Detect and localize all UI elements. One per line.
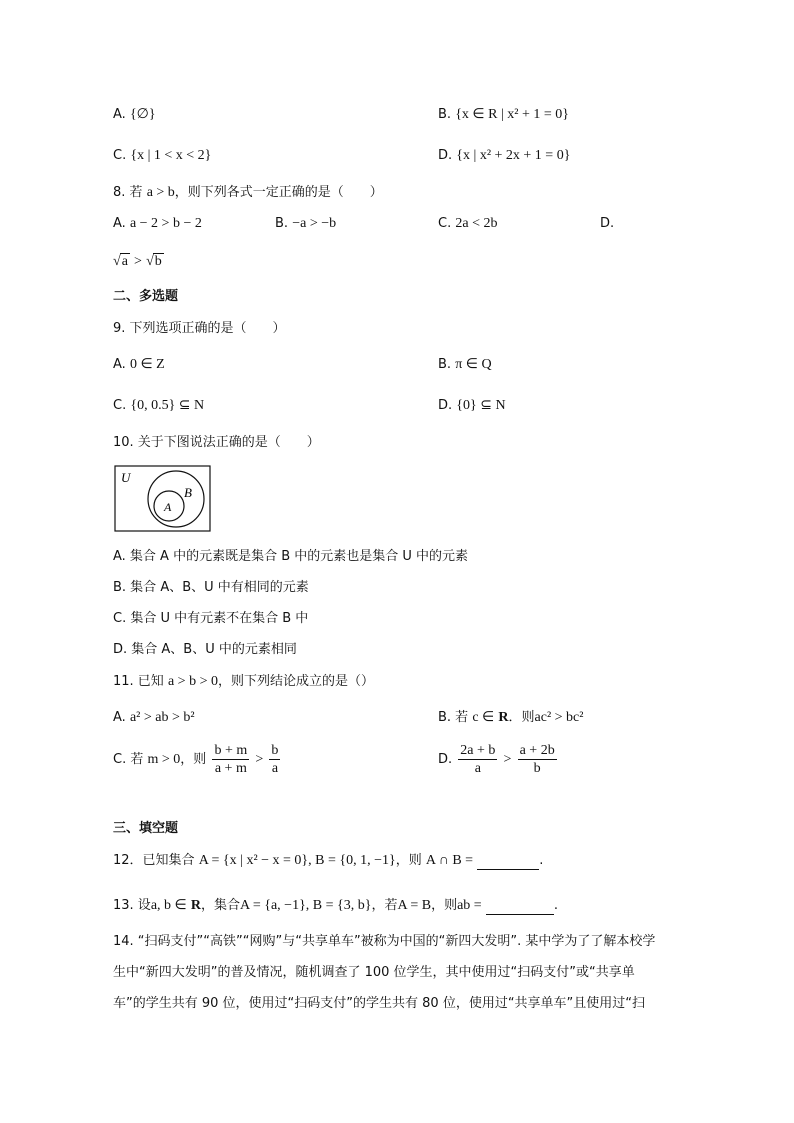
q10-option-a: A. 集合 A 中的元素既是集合 B 中的元素也是集合 U 中的元素 bbox=[113, 549, 469, 564]
stem-text: 13. 设 bbox=[113, 898, 151, 913]
q14-line-2: 生中“新四大发明”的普及情况，随机调查了 100 位学生，其中使用过“扫码支付”或“共享单 bbox=[113, 965, 635, 980]
stem-expression: a > b bbox=[146, 185, 175, 200]
stem-text: ，若 bbox=[371, 898, 398, 913]
option-expression: a² > ab > b² bbox=[129, 710, 195, 725]
q7-option-b bbox=[438, 106, 569, 124]
stem-expression: a, b ∈ bbox=[150, 898, 187, 913]
option-expression: {0} ⊆ N bbox=[456, 398, 506, 413]
q11-stem bbox=[113, 673, 374, 691]
q8-option-a bbox=[113, 215, 202, 233]
q8-option-d-expression bbox=[113, 253, 164, 271]
venn-diagram bbox=[114, 465, 212, 533]
stem-expression: A = {x | x² − x = 0}, B = {0, 1, −1} bbox=[198, 853, 396, 868]
option-expression: ac² > bc² bbox=[534, 710, 584, 725]
section-heading-fill-in: 三、填空题 bbox=[113, 821, 179, 836]
denominator: a bbox=[474, 761, 481, 776]
option-label: D. bbox=[600, 216, 615, 231]
option-expression: a − 2 > b − 2 bbox=[129, 216, 202, 231]
real-numbers-symbol: R bbox=[190, 898, 201, 913]
real-numbers-symbol: R bbox=[498, 710, 509, 725]
option-label: D. bbox=[438, 398, 453, 413]
numerator: b + m bbox=[214, 743, 248, 758]
q14-line-3: 车”的学生共有 90 位，使用过“扫码支付”的学生共有 80 位，使用过“共享单车”且使用过“扫 bbox=[113, 996, 646, 1011]
q13-stem bbox=[113, 897, 558, 915]
stem-expression: A = B bbox=[397, 898, 432, 913]
stem-text: ，则下列结论成立的是（） bbox=[217, 674, 374, 689]
greater-sign: > bbox=[255, 752, 264, 767]
q10-option-b: B. 集合 A、B、U 中有相同的元素 bbox=[113, 580, 309, 595]
fraction-left bbox=[458, 742, 497, 777]
option-expression: {x | 1 < x < 2} bbox=[130, 148, 212, 163]
stem-expression: ab = bbox=[457, 898, 482, 913]
q11-option-d bbox=[438, 742, 559, 778]
stem-text: 8. 若 bbox=[113, 185, 143, 200]
sqrt-sign: √ bbox=[113, 254, 121, 269]
option-expression: {x | x² + 2x + 1 = 0} bbox=[456, 148, 571, 163]
option-label: C. bbox=[438, 216, 452, 231]
fraction-right bbox=[518, 742, 557, 777]
greater-sign: > bbox=[134, 254, 142, 269]
option-condition: m > 0 bbox=[147, 752, 181, 767]
option-text: ，则 bbox=[180, 752, 207, 767]
q8-option-b bbox=[275, 215, 336, 233]
option-expression: 2a < 2b bbox=[455, 216, 498, 231]
option-label: D. bbox=[438, 148, 453, 163]
option-label: B. bbox=[438, 107, 452, 122]
option-label: C. 若 bbox=[113, 752, 144, 767]
numerator: b bbox=[271, 743, 279, 758]
sqrt-sign: √ bbox=[146, 254, 154, 269]
q9-stem: 9. 下列选项正确的是（ ） bbox=[113, 321, 286, 336]
denominator: b bbox=[533, 761, 541, 776]
q14-line-1: 14. “扫码支付”“高铁”“网购”与“共享单车”被称为中国的“新四大发明”. 某中学为了了解本校学 bbox=[113, 934, 656, 949]
stem-text: ，则 bbox=[395, 853, 422, 868]
q7-option-a bbox=[113, 106, 156, 124]
option-label: B. 若 bbox=[438, 710, 469, 725]
radicand-a: a bbox=[121, 254, 128, 269]
q8-stem bbox=[113, 184, 383, 202]
answer-blank[interactable] bbox=[486, 900, 554, 915]
option-label: A. bbox=[113, 357, 126, 372]
stem-text: 12．已知集合 bbox=[113, 853, 195, 868]
stem-text: ，则 bbox=[431, 898, 458, 913]
fraction-left bbox=[212, 742, 249, 777]
answer-blank[interactable] bbox=[477, 855, 539, 870]
stem-text: 11. 已知 bbox=[113, 674, 164, 689]
q7-option-d bbox=[438, 147, 570, 165]
option-expression: {x ∈ R | x² + 1 = 0} bbox=[455, 107, 569, 122]
q12-stem bbox=[113, 852, 543, 870]
fraction-right bbox=[269, 742, 280, 777]
stem-text: ，则下列各式一定正确的是（ ） bbox=[174, 185, 383, 200]
q7-option-c bbox=[113, 147, 211, 165]
option-expression: {∅} bbox=[129, 107, 156, 122]
option-text: ．则 bbox=[508, 710, 535, 725]
stem-text: ，集合 bbox=[201, 898, 241, 913]
q8-option-c bbox=[438, 215, 497, 233]
venn-label-a: A bbox=[164, 500, 172, 514]
venn-label-u: U bbox=[121, 470, 131, 485]
option-expression: {0, 0.5} ⊆ N bbox=[130, 398, 205, 413]
radicand-b: b bbox=[154, 254, 162, 269]
q10-option-d: D. 集合 A、B、U 中的元素相同 bbox=[113, 642, 297, 657]
option-label: D. bbox=[438, 752, 453, 767]
numerator: a + 2b bbox=[519, 743, 555, 758]
q11-option-a bbox=[113, 709, 195, 727]
option-label: B. bbox=[275, 216, 289, 231]
q11-option-c bbox=[113, 742, 282, 778]
denominator: a + m bbox=[214, 761, 247, 776]
section-heading-multiple-choice: 二、多选题 bbox=[113, 289, 179, 304]
option-expression: π ∈ Q bbox=[455, 357, 492, 372]
option-label: A. bbox=[113, 107, 126, 122]
numerator: 2a + b bbox=[460, 743, 496, 758]
stem-expression: A ∩ B = bbox=[425, 853, 474, 868]
q11-option-b bbox=[438, 709, 583, 727]
option-expression: −a > −b bbox=[292, 216, 337, 231]
option-expression: c ∈ bbox=[472, 710, 495, 725]
stem-expression: a > b > 0 bbox=[167, 674, 218, 689]
stem-expression: A = {a, −1}, B = {3, b} bbox=[240, 898, 372, 913]
q9-option-a bbox=[113, 356, 165, 374]
q9-option-c bbox=[113, 397, 204, 415]
option-label: C. bbox=[113, 398, 127, 413]
option-label: A. bbox=[113, 710, 126, 725]
q10-option-c: C. 集合 U 中有元素不在集合 B 中 bbox=[113, 611, 309, 626]
option-expression: 0 ∈ Z bbox=[129, 357, 165, 372]
denominator: a bbox=[271, 761, 279, 776]
option-label: B. bbox=[438, 357, 452, 372]
option-label: C. bbox=[113, 148, 127, 163]
venn-label-b: B bbox=[184, 485, 192, 500]
greater-sign: > bbox=[503, 752, 512, 767]
stem-text: . bbox=[539, 853, 544, 868]
q9-option-b bbox=[438, 356, 492, 374]
q9-option-d bbox=[438, 397, 506, 415]
option-label: A. bbox=[113, 216, 126, 231]
q10-stem: 10. 关于下图说法正确的是（ ） bbox=[113, 435, 320, 450]
stem-text: . bbox=[553, 898, 558, 913]
q8-option-d bbox=[600, 215, 614, 233]
